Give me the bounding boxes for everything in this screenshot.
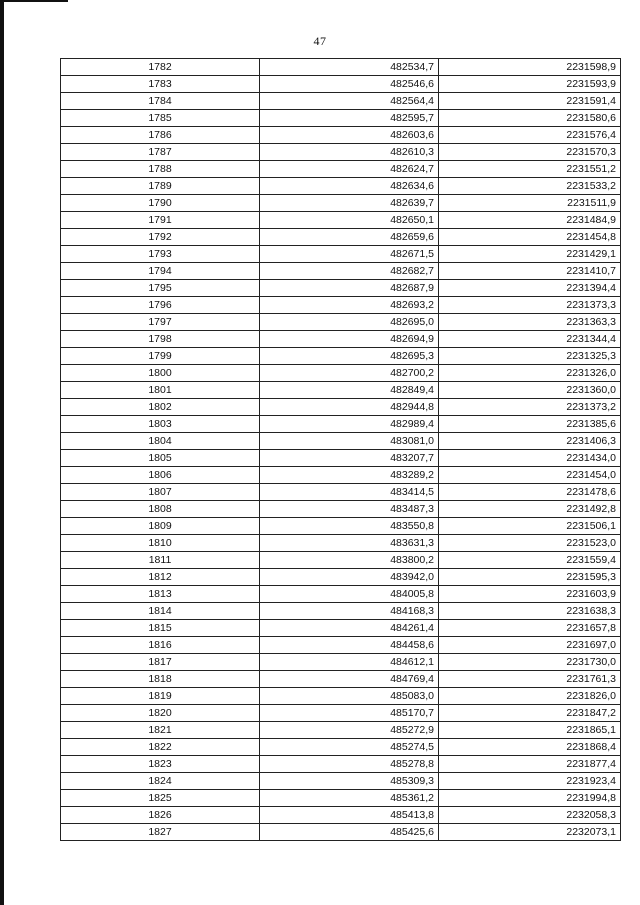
y-coordinate-cell: 2231394,4 [439,280,621,297]
y-coordinate-cell: 2231826,0 [439,688,621,705]
coordinates-table [60,58,621,841]
table-row [61,246,621,263]
y-coordinate-cell: 2231761,3 [439,671,621,688]
y-coordinate-cell: 2231484,9 [439,212,621,229]
table-row [61,467,621,484]
table-row [61,739,621,756]
x-coordinate-cell: 483414,5 [260,484,439,501]
point-number-cell: 1797 [61,314,260,331]
x-coordinate-cell: 482989,4 [260,416,439,433]
point-number-cell: 1815 [61,620,260,637]
y-coordinate-cell: 2231410,7 [439,263,621,280]
point-number-cell: 1807 [61,484,260,501]
table-row [61,501,621,518]
x-coordinate-cell: 484769,4 [260,671,439,688]
x-coordinate-cell: 482639,7 [260,195,439,212]
x-coordinate-cell: 482694,9 [260,331,439,348]
point-number-cell: 1814 [61,603,260,620]
y-coordinate-cell: 2231595,3 [439,569,621,586]
point-number-cell: 1810 [61,535,260,552]
point-number-cell: 1824 [61,773,260,790]
point-number-cell: 1811 [61,552,260,569]
table-row [61,433,621,450]
table-row [61,399,621,416]
point-number-cell: 1804 [61,433,260,450]
table-row [61,705,621,722]
y-coordinate-cell: 2231523,0 [439,535,621,552]
x-coordinate-cell: 484261,4 [260,620,439,637]
x-coordinate-cell: 485361,2 [260,790,439,807]
y-coordinate-cell: 2231325,3 [439,348,621,365]
table-row [61,603,621,620]
x-coordinate-cell: 483207,7 [260,450,439,467]
table-row [61,807,621,824]
y-coordinate-cell: 2231454,0 [439,467,621,484]
table-row [61,229,621,246]
table-row [61,110,621,127]
table-row [61,263,621,280]
table-row [61,314,621,331]
point-number-cell: 1782 [61,59,260,76]
y-coordinate-cell: 2231385,6 [439,416,621,433]
point-number-cell: 1790 [61,195,260,212]
table-row [61,824,621,841]
table-row [61,637,621,654]
table-row [61,382,621,399]
y-coordinate-cell: 2231598,9 [439,59,621,76]
table-row [61,127,621,144]
point-number-cell: 1822 [61,739,260,756]
point-number-cell: 1818 [61,671,260,688]
x-coordinate-cell: 484612,1 [260,654,439,671]
y-coordinate-cell: 2232058,3 [439,807,621,824]
y-coordinate-cell: 2231454,8 [439,229,621,246]
point-number-cell: 1801 [61,382,260,399]
y-coordinate-cell: 2231344,4 [439,331,621,348]
table-row [61,297,621,314]
table-row [61,586,621,603]
table-row [61,280,621,297]
y-coordinate-cell: 2231429,1 [439,246,621,263]
x-coordinate-cell: 482534,7 [260,59,439,76]
x-coordinate-cell: 482700,2 [260,365,439,382]
scan-border-left [0,0,4,905]
y-coordinate-cell: 2231697,0 [439,637,621,654]
x-coordinate-cell: 482624,7 [260,161,439,178]
x-coordinate-cell: 483081,0 [260,433,439,450]
y-coordinate-cell: 2231865,1 [439,722,621,739]
x-coordinate-cell: 482564,4 [260,93,439,110]
x-coordinate-cell: 483550,8 [260,518,439,535]
x-coordinate-cell: 485309,3 [260,773,439,790]
point-number-cell: 1823 [61,756,260,773]
x-coordinate-cell: 485413,8 [260,807,439,824]
x-coordinate-cell: 482687,9 [260,280,439,297]
table-row [61,722,621,739]
table-row [61,484,621,501]
y-coordinate-cell: 2231730,0 [439,654,621,671]
y-coordinate-cell: 2231363,3 [439,314,621,331]
y-coordinate-cell: 2231877,4 [439,756,621,773]
table-row [61,671,621,688]
point-number-cell: 1806 [61,467,260,484]
y-coordinate-cell: 2231559,4 [439,552,621,569]
point-number-cell: 1789 [61,178,260,195]
table-row [61,535,621,552]
point-number-cell: 1795 [61,280,260,297]
point-number-cell: 1800 [61,365,260,382]
table-row [61,450,621,467]
y-coordinate-cell: 2231580,6 [439,110,621,127]
y-coordinate-cell: 2231434,0 [439,450,621,467]
x-coordinate-cell: 482693,2 [260,297,439,314]
x-coordinate-cell: 485170,7 [260,705,439,722]
table-row [61,212,621,229]
x-coordinate-cell: 482546,6 [260,76,439,93]
point-number-cell: 1809 [61,518,260,535]
x-coordinate-cell: 484458,6 [260,637,439,654]
point-number-cell: 1821 [61,722,260,739]
x-coordinate-cell: 484168,3 [260,603,439,620]
table-row [61,331,621,348]
point-number-cell: 1826 [61,807,260,824]
y-coordinate-cell: 2231591,4 [439,93,621,110]
x-coordinate-cell: 485083,0 [260,688,439,705]
table-row [61,178,621,195]
table-row [61,756,621,773]
x-coordinate-cell: 485274,5 [260,739,439,756]
y-coordinate-cell: 2231593,9 [439,76,621,93]
point-number-cell: 1816 [61,637,260,654]
point-number-cell: 1805 [61,450,260,467]
y-coordinate-cell: 2231923,4 [439,773,621,790]
point-number-cell: 1798 [61,331,260,348]
x-coordinate-cell: 482695,3 [260,348,439,365]
x-coordinate-cell: 482849,4 [260,382,439,399]
point-number-cell: 1796 [61,297,260,314]
y-coordinate-cell: 2231326,0 [439,365,621,382]
point-number-cell: 1813 [61,586,260,603]
point-number-cell: 1787 [61,144,260,161]
x-coordinate-cell: 482650,1 [260,212,439,229]
table-row [61,688,621,705]
point-number-cell: 1783 [61,76,260,93]
point-number-cell: 1817 [61,654,260,671]
x-coordinate-cell: 482634,6 [260,178,439,195]
point-number-cell: 1794 [61,263,260,280]
x-coordinate-cell: 483631,3 [260,535,439,552]
table-row [61,195,621,212]
x-coordinate-cell: 483487,3 [260,501,439,518]
y-coordinate-cell: 2231492,8 [439,501,621,518]
page-number: 47 [313,34,327,48]
table-row [61,773,621,790]
y-coordinate-cell: 2231868,4 [439,739,621,756]
x-coordinate-cell: 482671,5 [260,246,439,263]
point-number-cell: 1812 [61,569,260,586]
y-coordinate-cell: 2231373,3 [439,297,621,314]
point-number-cell: 1791 [61,212,260,229]
x-coordinate-cell: 483942,0 [260,569,439,586]
point-number-cell: 1819 [61,688,260,705]
y-coordinate-cell: 2231406,3 [439,433,621,450]
y-coordinate-cell: 2231657,8 [439,620,621,637]
table-row [61,620,621,637]
coordinates-table-body [61,59,621,841]
point-number-cell: 1792 [61,229,260,246]
y-coordinate-cell: 2231570,3 [439,144,621,161]
table-row [61,569,621,586]
point-number-cell: 1803 [61,416,260,433]
x-coordinate-cell: 482695,0 [260,314,439,331]
x-coordinate-cell: 482595,7 [260,110,439,127]
y-coordinate-cell: 2231373,2 [439,399,621,416]
table-row [61,416,621,433]
table-row [61,144,621,161]
table-row [61,348,621,365]
y-coordinate-cell: 2231551,2 [439,161,621,178]
x-coordinate-cell: 485272,9 [260,722,439,739]
x-coordinate-cell: 483800,2 [260,552,439,569]
point-number-cell: 1793 [61,246,260,263]
table-row [61,76,621,93]
y-coordinate-cell: 2231603,9 [439,586,621,603]
table-row [61,93,621,110]
x-coordinate-cell: 482610,3 [260,144,439,161]
table-row [61,59,621,76]
point-number-cell: 1820 [61,705,260,722]
x-coordinate-cell: 485425,6 [260,824,439,841]
point-number-cell: 1785 [61,110,260,127]
point-number-cell: 1808 [61,501,260,518]
table-row [61,790,621,807]
x-coordinate-cell: 484005,8 [260,586,439,603]
y-coordinate-cell: 2231533,2 [439,178,621,195]
y-coordinate-cell: 2231360,0 [439,382,621,399]
x-coordinate-cell: 482603,6 [260,127,439,144]
y-coordinate-cell: 2231638,3 [439,603,621,620]
y-coordinate-cell: 2231847,2 [439,705,621,722]
point-number-cell: 1802 [61,399,260,416]
point-number-cell: 1827 [61,824,260,841]
table-row [61,161,621,178]
point-number-cell: 1799 [61,348,260,365]
x-coordinate-cell: 482659,6 [260,229,439,246]
y-coordinate-cell: 2231478,6 [439,484,621,501]
y-coordinate-cell: 2232073,1 [439,824,621,841]
y-coordinate-cell: 2231506,1 [439,518,621,535]
table-row [61,654,621,671]
y-coordinate-cell: 2231511,9 [439,195,621,212]
point-number-cell: 1825 [61,790,260,807]
point-number-cell: 1788 [61,161,260,178]
y-coordinate-cell: 2231994,8 [439,790,621,807]
table-row [61,552,621,569]
x-coordinate-cell: 482682,7 [260,263,439,280]
x-coordinate-cell: 483289,2 [260,467,439,484]
table-row [61,518,621,535]
x-coordinate-cell: 485278,8 [260,756,439,773]
point-number-cell: 1786 [61,127,260,144]
x-coordinate-cell: 482944,8 [260,399,439,416]
y-coordinate-cell: 2231576,4 [439,127,621,144]
scan-border-top [0,0,68,2]
table-row [61,365,621,382]
point-number-cell: 1784 [61,93,260,110]
